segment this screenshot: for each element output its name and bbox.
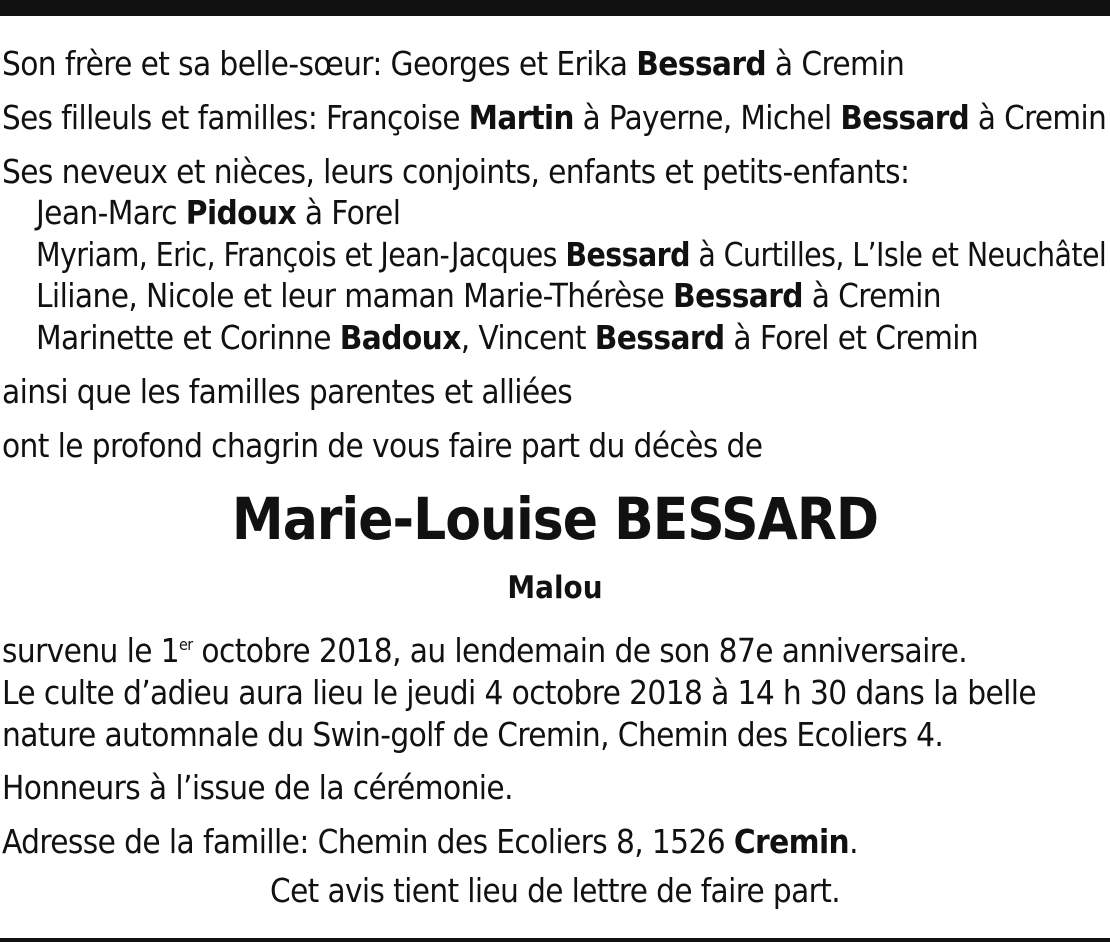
text: à Forel et Cremin: [724, 318, 979, 357]
brother-line: [2, 44, 904, 84]
families-line: [2, 372, 572, 412]
text: survenu le 1: [2, 631, 180, 670]
text: Son frère et sa belle-sœur: Georges et Erika: [2, 44, 637, 83]
surname: Badoux: [339, 318, 461, 357]
text: à Forel: [296, 193, 401, 232]
text: nature automnale du Swin-golf de Cremin, Chemin des Ecoliers 4.: [2, 715, 944, 754]
nephews-heading: [2, 152, 909, 192]
top-rule: [0, 0, 1110, 16]
surname: Bessard: [594, 318, 725, 357]
text: ainsi que les familles parentes et alliées: [2, 372, 573, 411]
nephew-line-1: [36, 193, 400, 233]
text: à Payerne, Michel: [573, 98, 841, 137]
bottom-rule: [0, 938, 1110, 942]
ordinal-suffix: er: [179, 635, 193, 654]
text: Jean-Marc: [36, 193, 186, 232]
text: Myriam, Eric, François et Jean-Jacques: [36, 235, 566, 274]
surname: Martin: [468, 98, 574, 137]
surname: Bessard: [636, 44, 767, 83]
text: ont le profond chagrin de vous faire part du décès de: [2, 426, 763, 465]
date-line: [2, 631, 967, 671]
surname: Bessard: [565, 235, 690, 274]
deceased-nickname: Malou: [507, 570, 603, 606]
ceremony-line-1: [2, 673, 1036, 713]
text: Honneurs à l’issue de la cérémonie.: [2, 768, 513, 807]
text: Le culte d’adieu aura lieu le jeudi 4 octobre 2018 à 14 h 30 dans la belle: [2, 673, 1037, 712]
text: à Cremin: [969, 98, 1107, 137]
text: Marinette et Corinne: [36, 318, 340, 357]
announcement-line: [2, 426, 762, 466]
town: Cremin: [733, 822, 850, 861]
nephew-line-2: [36, 235, 1106, 275]
family-address-line: [2, 822, 858, 862]
surname: Bessard: [673, 276, 803, 315]
surname: Pidoux: [185, 193, 297, 232]
surname: Bessard: [840, 98, 970, 137]
godchildren-line: [2, 98, 1106, 138]
text: Adresse de la famille: Chemin des Ecoliers 8, 1526: [2, 822, 734, 861]
nephew-line-4: [36, 318, 978, 358]
text: , Vincent: [460, 318, 595, 357]
honours-line: [2, 768, 513, 808]
ceremony-line-2: [2, 715, 943, 755]
deceased-name: Marie-Louise BESSARD: [231, 485, 879, 553]
text: Ses filleuls et familles: Françoise: [2, 98, 469, 137]
text: à Cremin: [766, 44, 905, 83]
text: à Curtilles, L’Isle et Neuchâtel: [689, 235, 1107, 274]
text: à Cremin: [802, 276, 942, 315]
text: .: [849, 822, 858, 861]
text: octobre 2018, au lendemain de son 87e anniversaire.: [192, 631, 968, 670]
nephew-line-3: [36, 276, 941, 316]
text: Ses neveux et nièces, leurs conjoints, enfants et petits-enfants:: [2, 152, 910, 191]
closing-line: Cet avis tient lieu de lettre de faire part.: [269, 871, 841, 910]
text: Liliane, Nicole et leur maman Marie-Thérèse: [36, 276, 674, 315]
